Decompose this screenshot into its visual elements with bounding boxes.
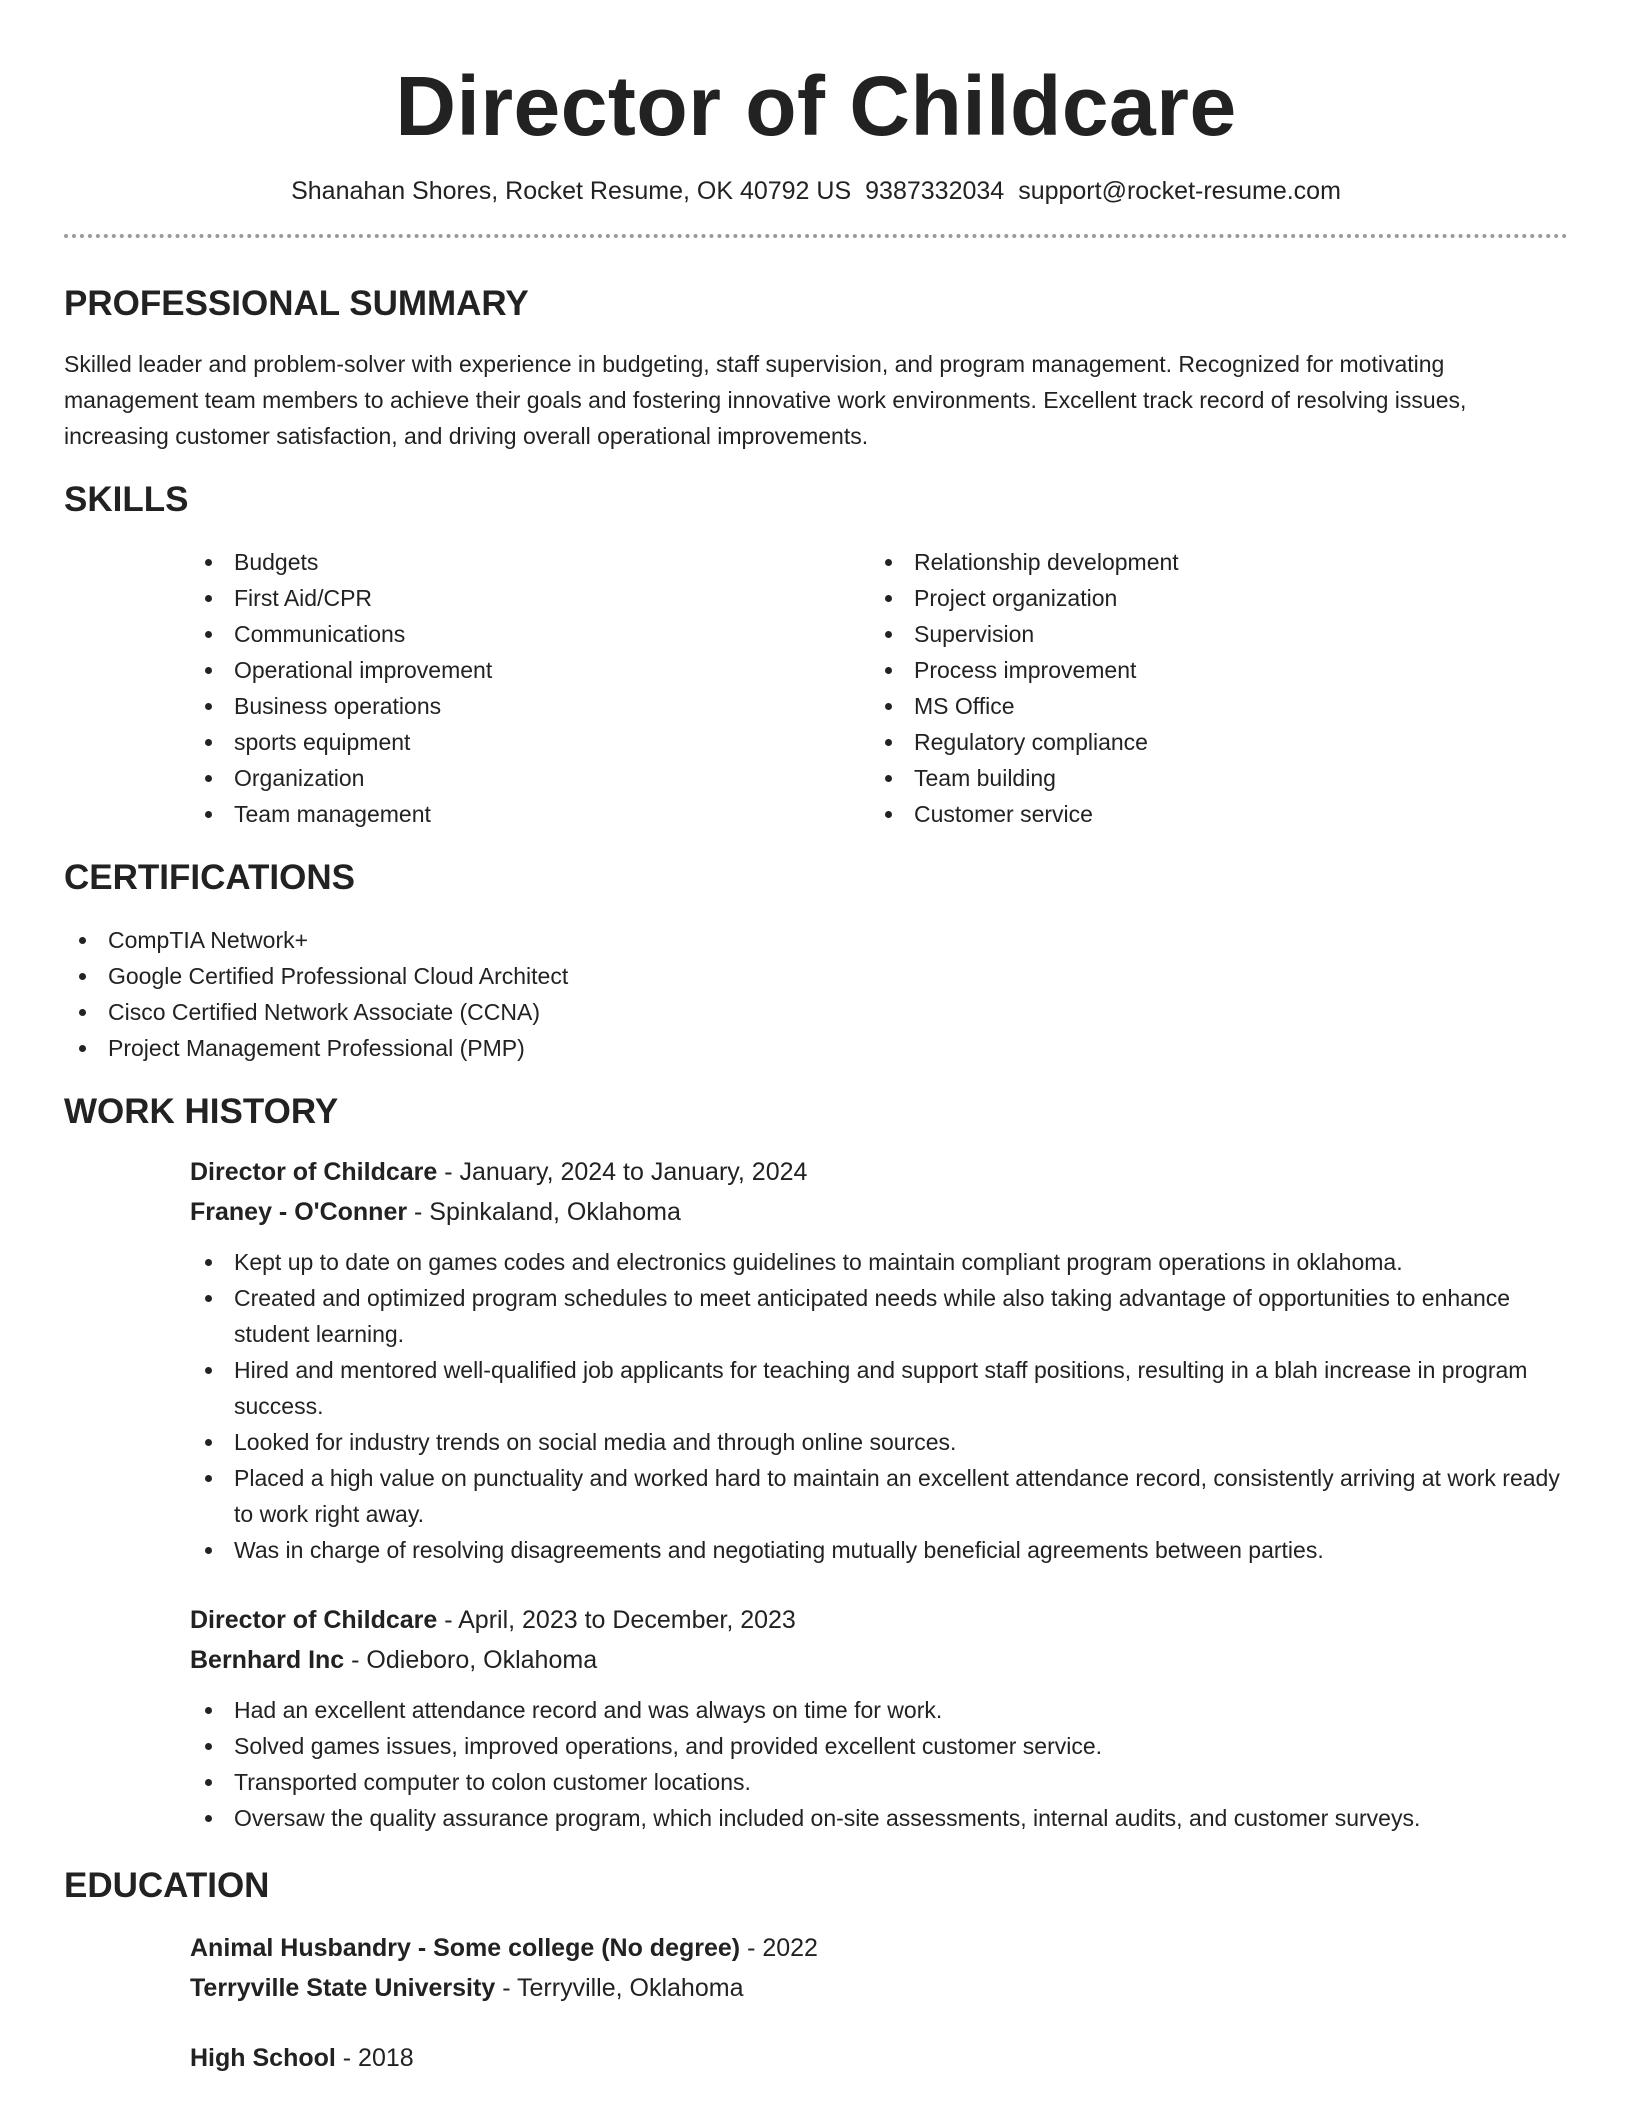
job-entry [190, 1152, 1568, 1568]
education-entry [190, 2038, 1568, 2078]
job-company: Bernhard Inc [190, 1646, 345, 1674]
job-company: Franey - O'Conner [190, 1198, 408, 1226]
skill-item: Customer service [870, 796, 1550, 832]
skill-item: Team management [190, 796, 870, 832]
job-duty: Oversaw the quality assurance program, which included on-site assessments, internal audits, and customer surveys. [190, 1800, 1568, 1836]
skill-item: Relationship development [870, 544, 1550, 580]
certification-item: Google Certified Professional Cloud Architect [64, 958, 1568, 994]
certification-item: Project Management Professional (PMP) [64, 1030, 1568, 1066]
education-heading: EDUCATION [64, 1866, 270, 1905]
job-duty: Created and optimized program schedules to meet anticipated needs while also taking advantage of opportunities to enhance student learning. [190, 1280, 1568, 1352]
education-degree-line [190, 2038, 1568, 2078]
job-duties-list [190, 1244, 1568, 1568]
job-duty: Solved games issues, improved operations, and provided excellent customer service. [190, 1728, 1568, 1764]
job-company-line [190, 1640, 1568, 1680]
skill-item: sports equipment [190, 724, 870, 760]
job-duty: Was in charge of resolving disagreements and negotiating mutually beneficial agreements between parties. [190, 1532, 1568, 1568]
skill-item: Communications [190, 616, 870, 652]
certifications-list [64, 922, 1568, 1066]
skill-item: Organization [190, 760, 870, 796]
skill-item: Team building [870, 760, 1550, 796]
education-school: Terryville State University [190, 1974, 496, 2002]
skills-left-list [190, 544, 870, 832]
education-year: - 2018 [335, 2044, 414, 2072]
job-dates: - January, 2024 to January, 2024 [437, 1158, 808, 1186]
header-divider [64, 234, 1568, 238]
job-duty: Placed a high value on punctuality and worked hard to maintain an excellent attendance record, consistently arriving at work ready to work right away. [190, 1460, 1568, 1532]
education-year: - 2022 [740, 1934, 818, 1962]
skill-item: MS Office [870, 688, 1550, 724]
skill-item: Supervision [870, 616, 1550, 652]
job-duty: Kept up to date on games codes and electronics guidelines to maintain compliant program operations in oklahoma. [190, 1244, 1568, 1280]
skill-item: Operational improvement [190, 652, 870, 688]
contact-address: Shanahan Shores, Rocket Resume, OK 40792 US [291, 177, 852, 205]
job-duties-list [190, 1692, 1568, 1836]
job-duty: Looked for industry trends on social media and through online sources. [190, 1424, 1568, 1460]
job-entry [190, 1600, 1568, 1836]
summary-heading: PROFESSIONAL SUMMARY [64, 284, 529, 323]
education-entry [190, 1928, 1568, 2008]
job-title-line [190, 1152, 1568, 1192]
resume-page [64, 0, 1568, 2078]
contact-line [64, 174, 1568, 208]
job-title: Director of Childcare [190, 1606, 438, 1634]
education-section [64, 1864, 1568, 2078]
certifications-section [64, 856, 1568, 1066]
certification-item: CompTIA Network+ [64, 922, 1568, 958]
skill-item: Project organization [870, 580, 1550, 616]
skill-item: Process improvement [870, 652, 1550, 688]
skills-section [64, 478, 1568, 832]
job-location: - Spinkaland, Oklahoma [407, 1198, 681, 1226]
job-location: - Odieboro, Oklahoma [344, 1646, 598, 1674]
job-duty: Had an excellent attendance record and was always on time for work. [190, 1692, 1568, 1728]
summary-section [64, 282, 1568, 454]
education-school-line [190, 1968, 1568, 2008]
job-title: Director of Childcare [190, 1158, 438, 1186]
job-title-line [190, 1600, 1568, 1640]
skill-item: Business operations [190, 688, 870, 724]
skills-right-list [870, 544, 1550, 832]
summary-text: Skilled leader and problem-solver with experience in budgeting, staff supervision, and program management. Recognized for motivating management team members to achieve their goals and fostering innovative work environments. Excellent track record of resolving issues, increasing customer satisfaction, and driving overall operational improvements. [64, 351, 1467, 449]
skills-grid [190, 544, 1568, 832]
skill-item: Regulatory compliance [870, 724, 1550, 760]
work-history-section [64, 1090, 1568, 1836]
skill-item: Budgets [190, 544, 870, 580]
resume-title: Director of Childcare [395, 59, 1237, 153]
education-degree: High School [190, 2044, 336, 2072]
job-dates: - April, 2023 to December, 2023 [437, 1606, 796, 1634]
certification-item: Cisco Certified Network Associate (CCNA) [64, 994, 1568, 1030]
work-history-heading: WORK HISTORY [64, 1092, 339, 1131]
skills-heading: SKILLS [64, 480, 189, 519]
contact-email[interactable]: support@rocket-resume.com [1018, 177, 1341, 205]
education-location: - Terryville, Oklahoma [495, 1974, 744, 2002]
job-duty: Transported computer to colon customer locations. [190, 1764, 1568, 1800]
contact-phone: 9387332034 [865, 177, 1005, 205]
skill-item: First Aid/CPR [190, 580, 870, 616]
certifications-heading: CERTIFICATIONS [64, 858, 356, 897]
job-duty: Hired and mentored well-qualified job applicants for teaching and support staff positions, resulting in a blah increase in program success. [190, 1352, 1568, 1424]
education-degree: Animal Husbandry - Some college (No degree) [190, 1934, 741, 1962]
job-company-line [190, 1192, 1568, 1232]
education-degree-line [190, 1928, 1568, 1968]
